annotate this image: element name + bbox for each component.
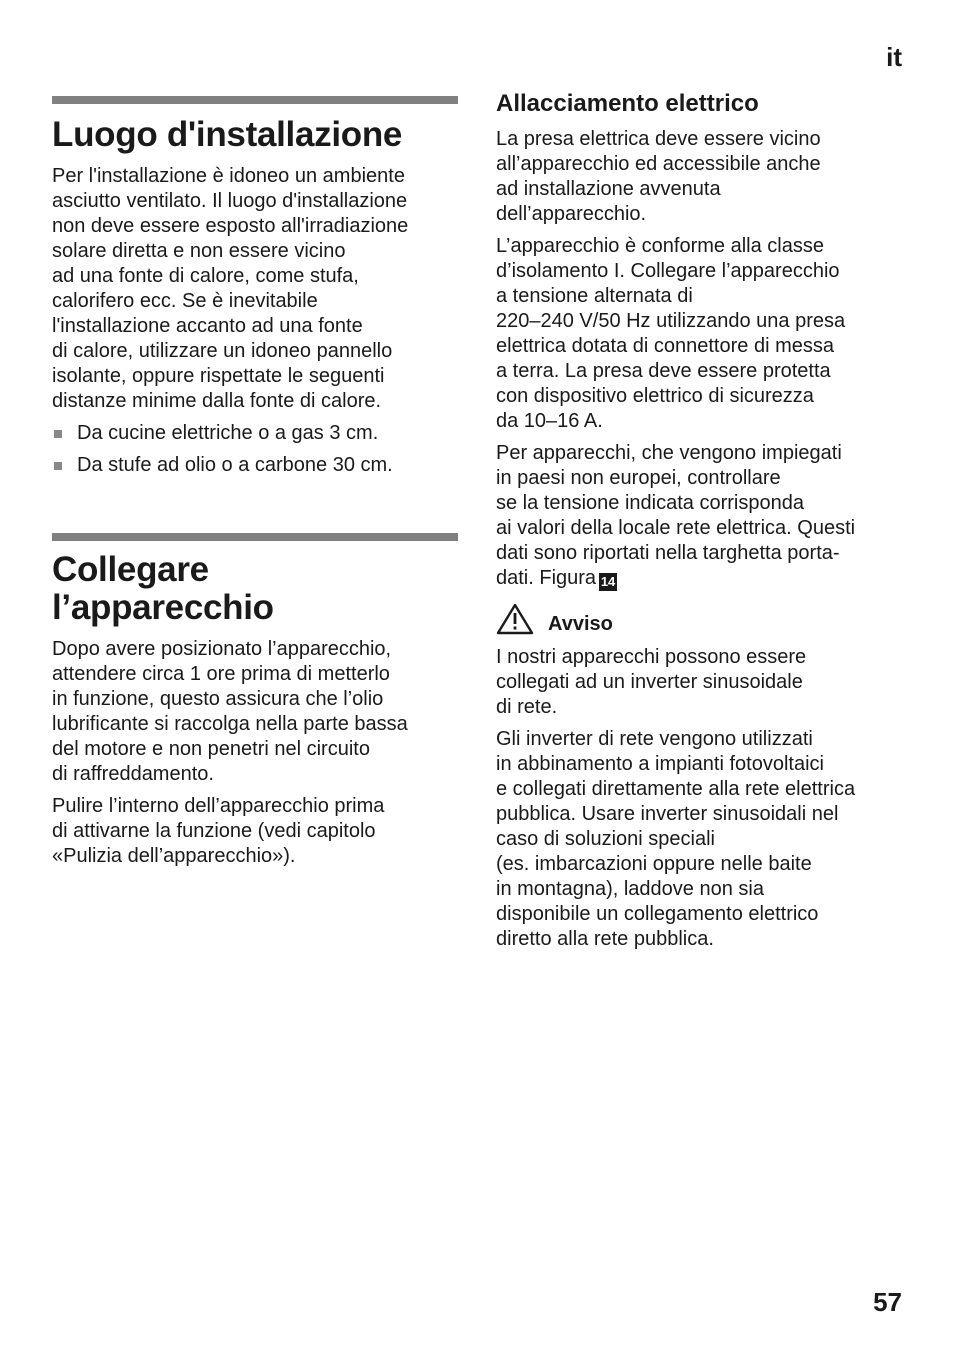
list-item: Da stufe ad olio o a carbone 30 cm. <box>52 453 458 478</box>
subsection-title-electrical: Allacciamento elettrico <box>496 90 759 117</box>
installation-paragraph: Per l'installazione è idoneo un ambiente asciutto ventilato. Il luogo d'installazione non deve essere esposto all'irradiazione solare diretta e non essere vicino ad una fonte di calore, come stufa, calorifero ecc. Se è inevitabile l'installazione accanto ad una fonte di calore, utilizzare un idoneo pannello isolante, oppure rispettate le seguenti distanze minime dalla fonte di calore. <box>52 165 409 412</box>
warning-paragraph-1: I nostri apparecchi possono essere collegati ad un inverter sinusoidale di rete. <box>496 646 807 718</box>
left-column <box>52 96 458 876</box>
section-rule <box>52 533 458 541</box>
page-number: 57 <box>873 1287 902 1317</box>
section-title-connect: Collegare l’apparecchio <box>52 550 274 627</box>
connect-paragraph-2: Pulire l’interno dell’apparecchio prima di attivarne la funzione (vedi capitolo «Pulizia dell’apparecchio»). <box>52 795 385 867</box>
electrical-paragraph-2: L’apparecchio è conforme alla classe d’isolamento I. Collegare l’apparecchio a tensione alternata di 220–240 V/50 Hz utilizzando una presa elettrica dotata di connettore di messa a terra. La presa deve essere protetta con dispositivo elettrico di sicurezza da 10–16 A. <box>496 235 846 432</box>
electrical-paragraph-3: Per apparecchi, che vengono impiegati in paesi non europei, controllare se la tensione indicata corrisponda ai valori della locale rete elettrica. Questi dati sono riportati nella targhetta porta- dati. Figura 14 <box>496 442 856 589</box>
right-column <box>496 88 906 959</box>
bullet-square-icon <box>54 462 62 470</box>
warning-header <box>496 603 906 635</box>
connect-paragraph-1: Dopo avere posizionato l’apparecchio, attendere circa 1 ore prima di metterlo in funzione, questo assicura che l’olio lubrificante si raccolga nella parte bassa del motore e non penetri nel circuito di raffreddamento. <box>52 638 408 785</box>
distance-list <box>52 421 458 478</box>
language-code: it <box>886 42 902 72</box>
electrical-paragraph-1: La presa elettrica deve essere vicino all’apparecchio ed accessibile anche ad installazione avvenuta dell’apparecchio. <box>496 128 821 225</box>
section-title-installation: Luogo d'installazione <box>52 115 403 154</box>
figure-reference: 14 <box>600 574 616 589</box>
warning-paragraph-2: Gli inverter di rete vengono utilizzati in abbinamento a impianti fotovoltaici e collegati direttamente alla rete elettrica pubblica. Usare inverter sinusoidali nel caso di soluzioni speciali (es. imbarcazioni oppure nelle baite in montagna), laddove non sia disponibile un collegamento elettrico diretto alla rete pubblica. <box>496 728 856 950</box>
warning-label: Avviso <box>548 613 613 635</box>
warning-triangle-icon <box>496 603 534 635</box>
list-item: Da cucine elettriche o a gas 3 cm. <box>52 421 458 446</box>
section-rule <box>52 96 458 104</box>
bullet-square-icon <box>54 430 62 438</box>
